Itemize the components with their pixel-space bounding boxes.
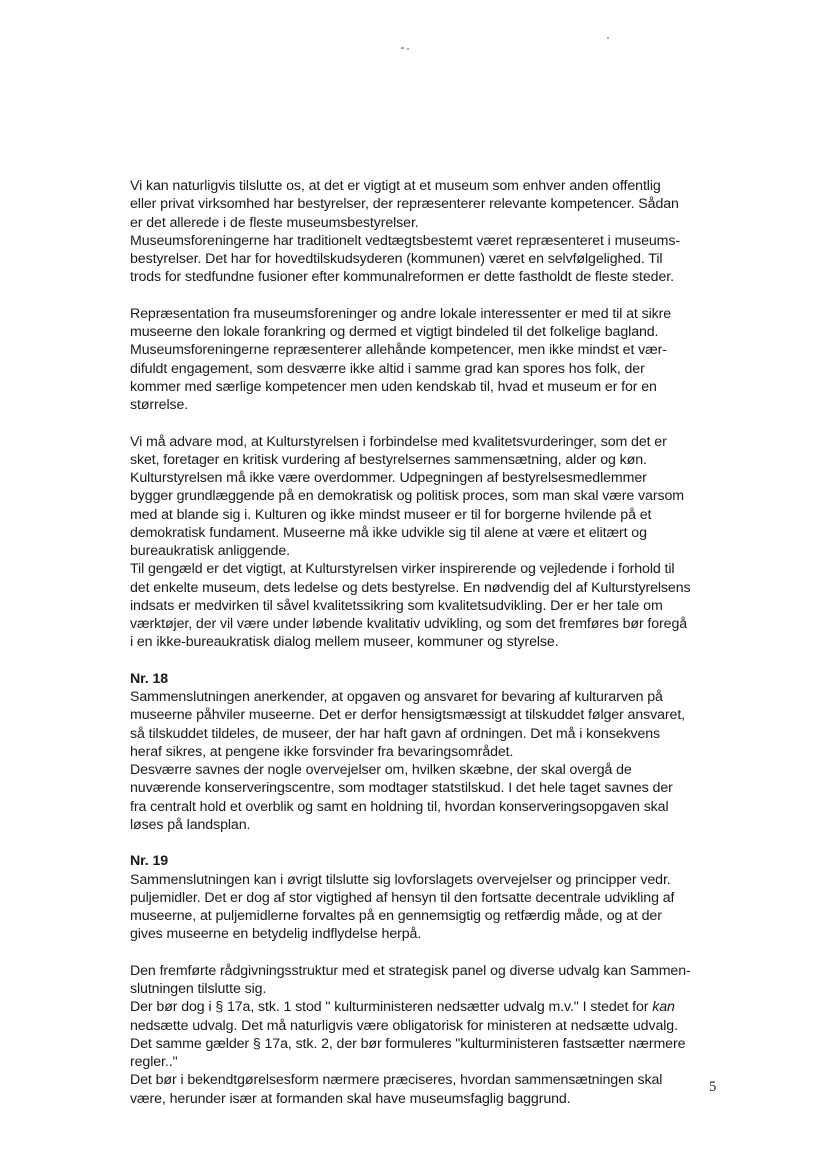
text-line: kommer med særlige kompetencer men uden kendskab til, hvad et museum er for en	[130, 378, 657, 395]
text-line: Sammenslutningen anerkender, at opgaven og ansvaret for bevaring af kulturarven på	[130, 689, 663, 705]
text-line: Museumsforeningerne repræsenterer allehånde kompetencer, men ikke mindst et vær-	[130, 342, 667, 359]
text-line: Sammenslutningen kan i øvrigt tilslutte sig lovforslagets overvejelser og principper vedr.	[130, 871, 671, 888]
text-line: så tilskuddet tildeles, de museer, der har haft gavn af ordningen. Det må i konsekvens	[130, 725, 661, 742]
text-line: museerne påhviler museerne. Det er derfor hensigtsmæssigt at tilskuddet følger ansvaret,	[130, 707, 686, 724]
text-line: slutningen tilslutte sig.	[130, 981, 267, 997]
text-line: nuværende konserveringscentre, som modtager statstilskud. I det hele taget savnes der	[130, 780, 673, 797]
text-line: indsats er medvirken til såvel kvalitetssikring som kvalitetsudvikling. Der er her tale om	[130, 597, 663, 614]
text-line: i en ikke-bureaukratisk dialog mellem museer, kommuner og styrelse.	[130, 634, 559, 651]
text-line: det enkelte museum, dets ledelse og dets bestyrelse. En nødvendig del af Kulturstyrelsens	[130, 579, 691, 596]
text-line: gives museerne en betydelig indflydelse herpå.	[130, 926, 422, 943]
text-line: eller privat virksomhed har bestyrelser, der repræsenterer relevante kompetencer. Sådan	[130, 196, 679, 213]
text-line: demokratisk fundament. Museerne må ikke udvikle sig til alene at være et elitært og	[130, 524, 647, 541]
paragraph	[130, 433, 730, 652]
text-line: Det bør i bekendtgørelsesform nærmere præciseres, hvordan sammensætningen skal	[130, 1072, 663, 1089]
text-line: Til gengæld er det vigtigt, at Kulturstyrelsen virker inspirerende og vejledende i forhold til	[130, 561, 675, 578]
text-line: regler.."	[130, 1054, 178, 1070]
page-number: 5	[709, 1079, 717, 1095]
text-line: nedsætte udvalg. Det må naturligvis være obligatorisk for ministeren at nedsætte udvalg.	[130, 1017, 678, 1034]
text-line: er det allerede i de fleste museumsbestyrelser.	[130, 214, 419, 231]
text-line: Desværre savnes der nogle overvejelser om, hvilken skæbne, der skal overgå de	[130, 762, 632, 778]
text-line: Repræsentation fra museumsforeninger og andre lokale interessenter er med til at sikre	[130, 305, 672, 322]
scan-speck	[401, 47, 404, 49]
text-line: trods for stedfundne fusioner efter kommunalreformen er dette fastholdt de fleste steder.	[130, 269, 674, 286]
text-line: heraf sikres, at pengene ikke forsvinder fra bevaringsområdet.	[130, 743, 514, 760]
text-line: difuldt engagement, som desværre ikke altid i samme grad kan spores hos folk, der	[130, 360, 645, 377]
document-body	[130, 177, 730, 1108]
text-line: sket, foretager en kritisk vurdering af bestyrelsernes sammensætning, alder og køn.	[130, 451, 647, 468]
text-line: Det samme gælder § 17a, stk. 2, der bør formuleres "kulturministeren fastsætter nærmere	[130, 1035, 686, 1052]
text-line: museerne den lokale forankring og dermed et vigtigt bindeled til det folkelige bagland.	[130, 324, 659, 340]
text-line: være, herunder især at formanden skal have museumsfaglig baggrund.	[130, 1090, 571, 1107]
text-line: bygger grundlæggende på en demokratisk og politisk proces, som man skal være varsom	[130, 488, 684, 505]
text-line: bureaukratisk anliggende.	[130, 543, 290, 559]
text-line: Vi kan naturligvis tilslutte os, at det er vigtigt at et museum som enhver anden offentlig	[130, 178, 661, 194]
text-line: Vi må advare mod, at Kulturstyrelsen i forbindelse med kvalitetsvurderinger, som det er	[130, 433, 667, 450]
text-line: størrelse.	[130, 397, 189, 413]
text-line: museerne, at puljemidlerne forvaltes på en gennemsigtig og retfærdig måde, og at der	[130, 908, 662, 924]
text-line: fra centralt hold et overblik og samt en holdning til, hvordan konserveringsopgaven skal	[130, 798, 669, 815]
section-heading: Nr. 18	[130, 670, 169, 687]
text-line: Den fremførte rådgivningsstruktur med et strategisk panel og diverse udvalg kan Sammen-	[130, 962, 691, 979]
scan-speck	[407, 48, 409, 50]
text-line: med at blande sig i. Kulturen og ikke mindst museer er til for borgerne hvilende på et	[130, 506, 652, 523]
section-heading: Nr. 19	[130, 853, 169, 870]
text-line: bestyrelser. Det har for hovedtilskudsyderen (kommunen) været en selvfølgelighed. Til	[130, 251, 663, 267]
paragraph	[130, 871, 730, 944]
text-line: Der bør dog i § 17a, stk. 1 stod " kulturministeren nedsætter udvalg m.v." I stedet for kan	[130, 999, 675, 1016]
text-line: værktøjer, der vil være under løbende kvalitativ udvikling, og som det fremføres bør foregå	[130, 616, 688, 632]
paragraph	[130, 177, 730, 287]
paragraph	[130, 688, 730, 834]
scan-speck	[607, 37, 609, 39]
text-line: puljemidler. Det er dog af stor vigtighed af hensyn til den fortsatte decentrale udvikling af	[130, 889, 675, 906]
text-line: Kulturstyrelsen må ikke være overdommer. Udpegningen af bestyrelsesmedlemmer	[130, 470, 647, 486]
text-line: løses på landsplan.	[130, 816, 251, 833]
paragraph	[130, 305, 730, 415]
paragraph	[130, 962, 730, 1108]
text-line: Museumsforeningerne har traditionelt vedtægtsbestemt været repræsenteret i museums-	[130, 232, 680, 249]
